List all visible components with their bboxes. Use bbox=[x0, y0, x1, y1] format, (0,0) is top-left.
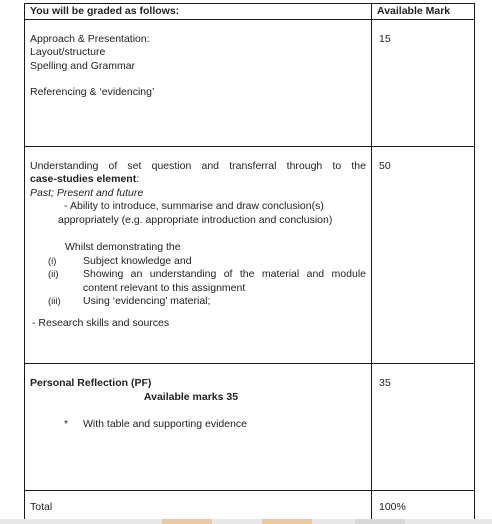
understanding-mark: 50 bbox=[379, 159, 391, 172]
table-row bbox=[25, 19, 475, 146]
understanding-mark-cell bbox=[372, 146, 475, 363]
table-row bbox=[25, 146, 475, 363]
list-item: (ii) Showing an understanding of the material and module bbox=[48, 268, 366, 280]
criteria-header: You will be graded as follows: bbox=[25, 4, 372, 20]
approach-mark-cell bbox=[372, 19, 475, 146]
total-label: Total bbox=[30, 500, 53, 513]
understanding-criteria-cell: Understanding of set question and transferral through to the case-studies element: Past; Present and future - Ability to introduce, summarise and draw conclusion(s) appropriately (e.g. appropriate introduction and conclusion) Whilst demonstrating the (i) Subject knowledge and (ii) Showing an understanding of the material and module content relevant to this assignment (iii) Using ‘evidencing’ material; - Research skills and sources bbox=[25, 146, 372, 363]
table-header-row bbox=[25, 4, 475, 20]
approach-criteria-cell bbox=[25, 19, 372, 146]
reflection-mark: 35 bbox=[379, 376, 391, 389]
strip-segment bbox=[262, 519, 312, 524]
whilst-demonstrating: Whilst demonstrating the bbox=[65, 241, 181, 253]
strip-segment bbox=[162, 519, 212, 524]
grading-document bbox=[24, 3, 474, 524]
reflection-criteria-cell bbox=[25, 363, 372, 490]
reflection-mark-cell bbox=[372, 363, 475, 490]
spelling-label: Spelling and Grammar bbox=[30, 59, 136, 72]
case-studies-element: case-studies element bbox=[30, 173, 137, 185]
list-item: (iii) Using ‘evidencing’ material; bbox=[48, 295, 211, 307]
referencing-label: Referencing & ‘evidencing’ bbox=[30, 86, 155, 98]
list-item: * With table and supporting evidence bbox=[64, 417, 248, 430]
understanding-intro: Understanding of set question and transferral through to the bbox=[30, 159, 366, 172]
grading-table bbox=[24, 3, 475, 524]
list-item: - Ability to introduce, summarise and draw conclusion(s) bbox=[64, 200, 324, 212]
marks-header: Available Mark bbox=[372, 4, 475, 20]
past-present-future: Past; Present and future bbox=[30, 186, 144, 199]
bottom-toolbar-strip bbox=[0, 519, 492, 524]
layout-label: Layout/structure bbox=[30, 46, 106, 58]
table-row bbox=[25, 363, 475, 490]
approach-label: Approach & Presentation: bbox=[30, 32, 150, 45]
approach-mark: 15 bbox=[379, 32, 391, 45]
research-skills: - Research skills and sources bbox=[32, 316, 170, 329]
list-item: (i) Subject knowledge and bbox=[48, 254, 192, 267]
strip-segment bbox=[355, 519, 405, 524]
available-marks: Available marks 35 bbox=[143, 391, 239, 403]
total-mark: 100% bbox=[379, 500, 406, 513]
reflection-title: Personal Reflection (PF) bbox=[30, 376, 152, 389]
